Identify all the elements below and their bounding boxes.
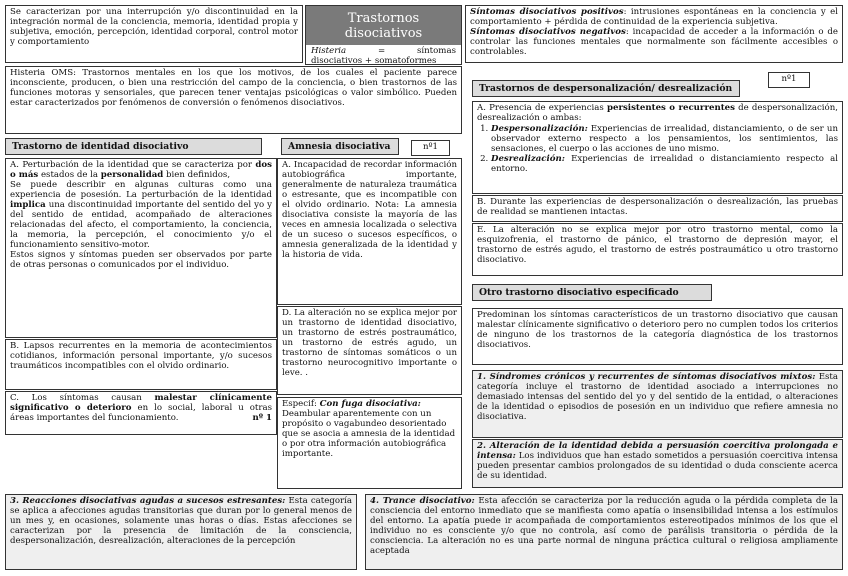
histeria-def-2: disociativos + somatoformes [311,56,437,67]
identidad-criterion-a [5,158,277,338]
histeria-eq: = [377,46,386,57]
dp-i1-label: Despersonalización: [491,123,588,134]
dp-a-b: persistentes o recurrentes [606,103,735,113]
otro-header: Otro trastorno disociativo especificado [472,284,712,301]
amnesia-num: nº1 [411,140,450,156]
ot-s2-text: Los individuos que han estado sometidos a persuasión coercitiva intensa pueden presentar cambios prolongados de su identidad o duda consciente acerca de su identidad. [477,450,838,481]
dp-b: B. Durante las experiencias de despersonalización o desrealización, las pruebas de realidad se mantienen intactas. [477,197,838,217]
dp-a-post: de despersonalización, desrealización o ambas: [477,103,838,123]
definition-text: Se caracterizan por una interrupción y/o discontinuidad en la integración normal de la conciencia, memoria, identidad propia y subjetiva, emoción, percepción, identidad corporal, control motor y comportamiento [10,7,298,47]
id-c-num: nº 1 [252,412,272,423]
oms-box [5,66,462,134]
ot-s2-label: 2. Alteración de la identidad debida a persuasión coercitiva prolongada e intensa: [477,441,838,461]
identidad-criterion-b [5,339,277,390]
despers-item-1 [491,125,838,155]
am-esp-pre: Especif: [282,399,320,409]
otro-subtype-1 [472,370,843,438]
bt-r4-label: 4. Trance disociativo: [370,496,475,506]
id-a-pre: A. Perturbación de la identidad que se caracteriza por [10,160,256,170]
histeria-label: Histeria [311,46,347,57]
am-a: A. Incapacidad de recordar información autobiográfica importante, generalmente de naturaleza traumática o estresante, que es incompatible con el olvido ordinario. Nota: La amnesia disociativa consiste la mayoría de las veces en amnesia localizada o selectiva de un suceso o sucesos específicos, o amnesia generalizada de la identidad y la historia de vida. [282,160,457,260]
despers-header: Trastornos de despersonalización/ desrealización [472,80,740,97]
pos-label: Síntomas disociativos positivos [470,7,624,17]
id-a-mid: estados de la [38,169,101,180]
bt-r3-label: 3. Reacciones disociativas agudas a sucesos estresantes: [10,496,286,506]
id-b: B. Lapsos recurrentes en la memoria de acontecimientos cotidianos, información personal importante, y/o sucesos traumáticos incompatibles con el olvido ordinario. [10,341,272,371]
histeria-def-1: síntomas [416,46,456,57]
dp-i2-label: Desrealización: [491,153,565,164]
neg-label: Síntomas disociativos negativos [470,26,626,37]
amnesia-criterion-a [277,158,462,305]
dp-a-pre: A. Presencia de experiencias [477,103,607,113]
bottom-subtype-4 [365,494,843,570]
bottom-subtype-3 [5,494,357,570]
id-a-b2: personalidad [100,169,164,180]
oms-text: Histeria OMS: Trastornos mentales en los que los motivos, de los cuales el paciente parece inconsciente, producen, o bien una restricción del campo de la conciencia, o bien trastornos de las funciones motoras y sensoriales, que parecen tener ventajas psicológicas o valor simbólico. Pueden estar caracterizados por fenómenos de conversión o fenómenos disociativos. [10,68,457,108]
amnesia-criterion-d [277,306,462,395]
ot-text: Predominan los síntomas característicos de un trastorno disociativo que causan malestar clínicamente significativo o deterioro pero no cumplen todos los criterios de ninguno de los trastornos de la categoría diagnóstica de los trastornos disociativos. [477,310,838,350]
sintomas-box [465,5,843,63]
dp-i2-text: Experiencias de irrealidad o distanciamiento respecto al entorno. [491,153,838,174]
amnesia-specifier [277,397,462,489]
despers-criterion-a [472,101,843,194]
id-a2-b: implica [10,199,46,210]
ot-s1-label: 1. Síndromes crónicos y recurrentes de síntomas disociativos mixtos: [477,372,816,382]
bt-r3-text: Esta categoría se aplica a afecciones agudas transitorias que duran por lo general menos de un mes y, en ocasiones, solamente unas horas o días. Estas afecciones se caracterizan por la presencia de limitación de la consciencia, despersonalización, desrealización, alteraciones de la percepción [10,496,352,546]
pos-text: : intrusiones espontáneas en la conciencia y el comportamiento + pérdida de continuidad de la experiencia subjetiva. [470,7,838,27]
amnesia-header: Amnesia disociativa [281,138,399,155]
am-esp-post: Deambular aparentemente con un propósito o vagabundeo desorientado que se asocia a amnesia de la identidad o por otra información autobiográfica importante. [282,408,456,459]
despers-num: nº1 [768,72,810,88]
ot-s1-text: Esta categoría incluye el trastorno de identidad asociado a interrupciones no demasiado intensas del sentido del yo y del sentido de la entidad, o alteraciones de la identidad o episodios de posesión en un individuo que refiere amnesia no disociativa. [477,372,839,422]
despers-item-2 [491,155,838,175]
dp-e: E. La alteración no se explica mejor por otro trastorno mental, como la esquizofrenia, el trastorno de pánico, el trastorno de depresión mayor, el trastorno de estrés agudo, el trastorno de estrés postraumático u otro trastorno disociativo. [477,225,838,265]
identidad-criterion-c [5,391,277,435]
despers-criterion-e [472,223,843,276]
am-esp-b: Con fuga disociativa: [319,399,421,409]
id-a2-post: una discontinuidad importante del sentido del yo y del sentido de entidad, acompañado de alteraciones relacionadas del afecto, el comportamiento, la conciencia, la memoria, la percepción, el conocimiento y/o el funcionamiento sensitivo-motor. [10,199,272,250]
dp-i1-text: Experiencias de irrealidad, distanciamiento, o de ser un observador externo respecto a los pensamientos, los sentimientos, las sensaciones, el cuerpo o las acciones de uno mismo. [491,123,838,154]
identidad-header: Trastorno de identidad disociativo [5,138,262,155]
despers-criterion-b [472,195,843,222]
bt-r4-text: Esta afección se caracteriza por la reducción aguda o la pérdida completa de la consciencia del entorno inmediato que se manifiesta como apatía o insensibilidad intensa a los estímulos del entorno. La apatía puede ir acompañada de comportamientos estereotipados mínimos de los que el individuo no es consciente y/o que no controla, así como de parálisis transitoria o pérdida de la consciencia. La alteración no es una parte normal de ninguna práctica cultural o religiosa ampliamente aceptada [370,496,838,556]
id-a3: Estos signos y síntomas pueden ser observados por parte de otras personas o comunicados por el individuo. [10,249,272,270]
definition-box [5,5,303,63]
page-title: Trastornos disociativos [306,6,461,45]
otro-description [472,308,843,365]
id-c-pre: C. Los síntomas causan [10,393,155,403]
id-c-b: malestar clínicamente significativo o deterioro [10,393,272,413]
am-d: D. La alteración no se explica mejor por un trastorno de identidad disociativo, un trastorno de estrés postraumático, un trastorno de estrés agudo, un trastorno de síntomas somáticos o un trastorno neurocognitivo importante o leve. . [282,308,457,378]
id-c-post: en lo social, laboral u otras áreas importantes del funcionamiento. [10,402,272,423]
otro-subtype-2 [472,439,843,488]
id-a2-pre: Se puede describir en algunas culturas como una experiencia de posesión. La perturbación de la identidad [10,179,272,200]
id-a-post: bien definidos, [163,169,231,180]
title-box [305,5,462,65]
neg-text: : incapacidad de acceder a la información o de controlar las funciones mentales que normalmente son fácilmente accesibles o controlables. [470,26,838,57]
id-a-b1: dos o más [10,160,272,180]
